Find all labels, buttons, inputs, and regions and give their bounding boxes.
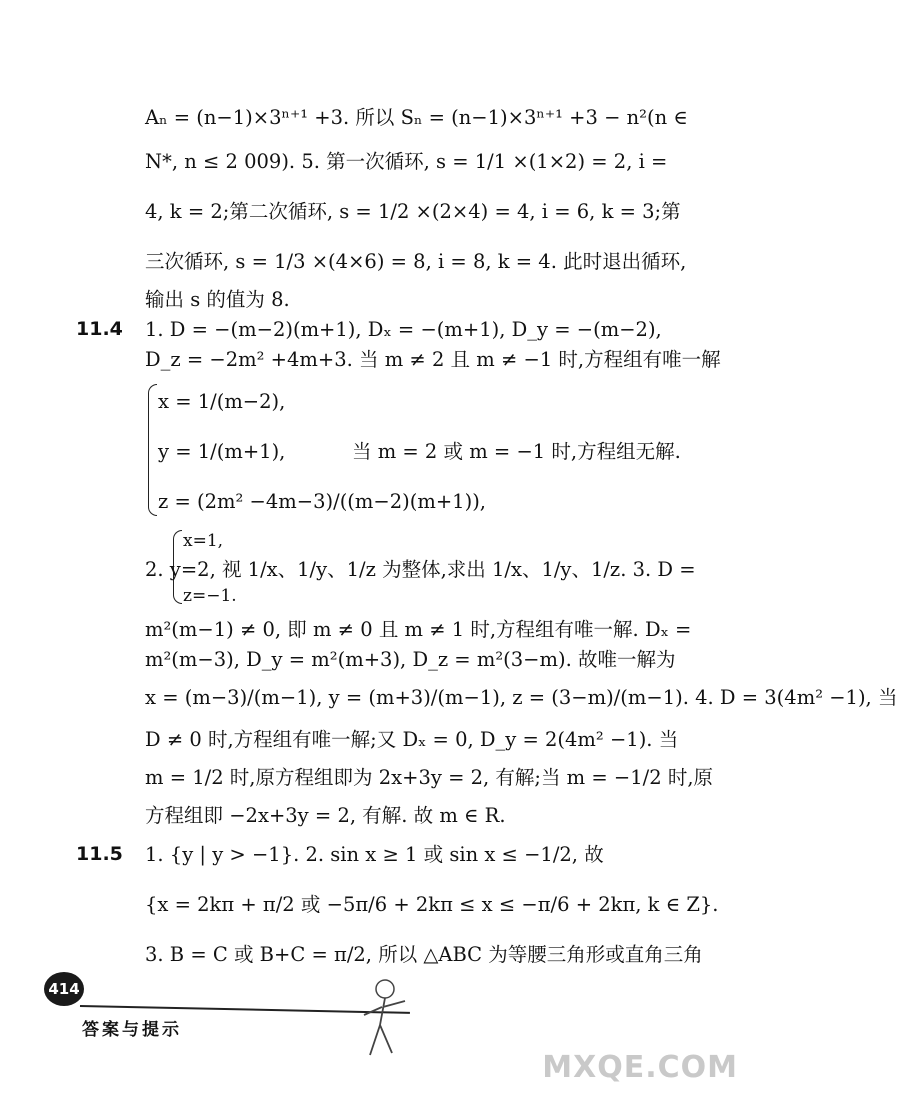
text-line: m²(m−3), D_y = m²(m+3), D_z = m²(3−m). 故唯一解为	[145, 648, 676, 671]
text-line: m²(m−1) ≠ 0, 即 m ≠ 0 且 m ≠ 1 时,方程组有唯一解. Dₓ =	[145, 618, 692, 641]
text-line: 当 m = 2 或 m = −1 时,方程组无解.	[352, 440, 681, 463]
text-line: 2. y=2, 视 1/x、1/y、1/z 为整体,求出 1/x、1/y、1/z. 3. D =	[145, 558, 696, 581]
text-line: 三次循环, s = 1/3 ×(4×6) = 8, i = 8, k = 4. 此时退出循环,	[145, 250, 687, 273]
text-line: N*, n ≤ 2 009). 5. 第一次循环, s = 1/1 ×(1×2) = 2, i =	[145, 150, 668, 173]
text-line: x = (m−3)/(m−1), y = (m+3)/(m−1), z = (3−m)/(m−1). 4. D = 3(4m² −1), 当	[145, 686, 897, 709]
text-line: 4, k = 2;第二次循环, s = 1/2 ×(2×4) = 4, i = 6, k = 3;第	[145, 200, 681, 223]
text-line: 方程组即 −2x+3y = 2, 有解. 故 m ∈ R.	[145, 804, 506, 827]
text-line: 输出 s 的值为 8.	[145, 288, 290, 311]
text-line: x=1,	[183, 531, 224, 551]
text-line: D_z = −2m² +4m+3. 当 m ≠ 2 且 m ≠ −1 时,方程组有唯一解	[145, 348, 721, 371]
text-line: x = 1/(m−2),	[158, 390, 286, 413]
text-line: m = 1/2 时,原方程组即为 2x+3y = 2, 有解;当 m = −1/2 时,原	[145, 766, 714, 789]
text-line: {x = 2kπ + π/2 或 −5π/6 + 2kπ ≤ x ≤ −π/6 + 2kπ, k ∈ Z}.	[145, 893, 719, 916]
text-line: Aₙ = (n−1)×3ⁿ⁺¹ +3. 所以 Sₙ = (n−1)×3ⁿ⁺¹ +3 − n²(n ∈	[145, 106, 688, 129]
page-number-badge: 414	[44, 972, 84, 1006]
text-line: y = 1/(m+1),	[158, 440, 286, 463]
text-line: D ≠ 0 时,方程组有唯一解;又 Dₓ = 0, D_y = 2(4m² −1). 当	[145, 728, 679, 751]
system-brace	[148, 384, 157, 516]
section-11-4-label: 11.4	[76, 318, 123, 340]
section-11-5-label: 11.5	[76, 843, 123, 865]
decorative-figure-icon	[350, 975, 420, 1065]
footer-title: 答案与提示	[82, 1020, 182, 1040]
text-line: 1. {y | y > −1}. 2. sin x ≥ 1 或 sin x ≤ −1/2, 故	[145, 843, 604, 866]
text-line: z = (2m² −4m−3)/((m−2)(m+1)),	[158, 490, 487, 513]
text-line: z=−1.	[183, 586, 237, 606]
text-line: 1. D = −(m−2)(m+1), Dₓ = −(m+1), D_y = −(m−2),	[145, 318, 662, 341]
text-line: 3. B = C 或 B+C = π/2, 所以 △ABC 为等腰三角形或直角三角	[145, 943, 703, 966]
watermark: MXQE.COM	[542, 1050, 738, 1085]
